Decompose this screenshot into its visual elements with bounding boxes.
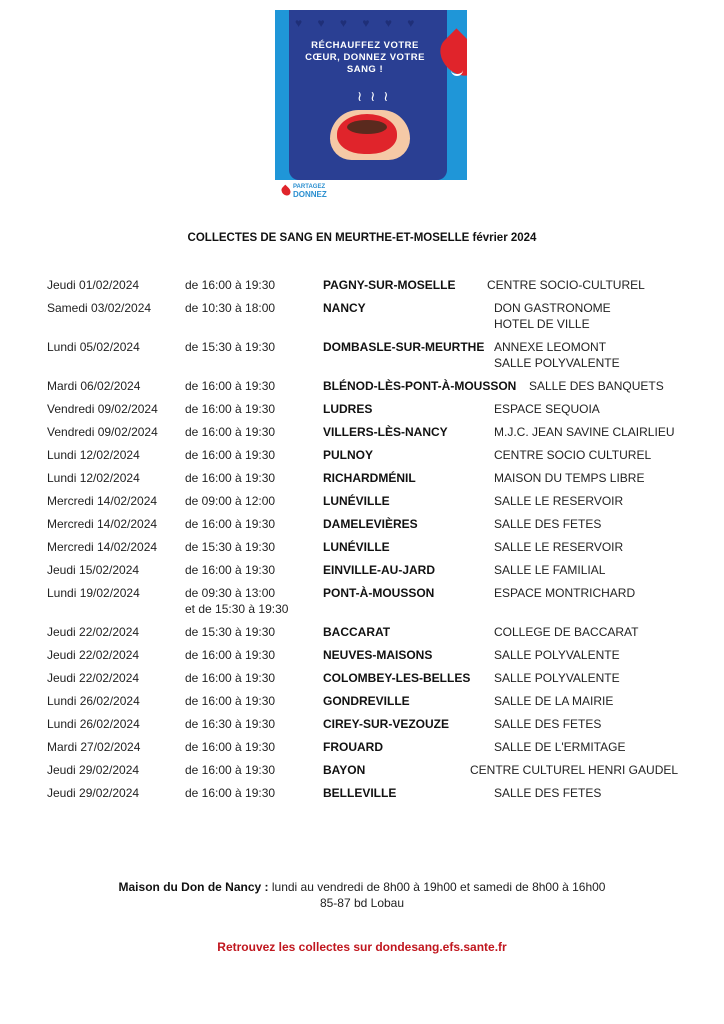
collecte-venue: SALLE DES BANQUETS: [529, 379, 664, 393]
collecte-venue: M.J.C. JEAN SAVINE CLAIRLIEU: [494, 425, 675, 439]
collecte-time: de 15:30 à 19:30: [185, 340, 276, 354]
collecte-date: Jeudi 15/02/2024: [47, 563, 140, 577]
collecte-time: de 16:00 à 19:30: [185, 471, 276, 485]
collecte-date: Jeudi 22/02/2024: [47, 625, 140, 639]
collecte-date: Lundi 19/02/2024: [47, 586, 140, 600]
collecte-date: Mardi 06/02/2024: [47, 379, 141, 393]
collecte-venue: MAISON DU TEMPS LIBRE: [494, 471, 645, 485]
collecte-time: de 16:00 à 19:30: [185, 671, 276, 685]
logo-line2: DONNEZ: [293, 190, 327, 199]
collecte-venue: SALLE LE RESERVOIR: [494, 540, 624, 554]
collecte-city: NANCY: [323, 301, 366, 315]
page-title: COLLECTES DE SANG EN MEURTHE-ET-MOSELLE février 2024: [187, 232, 537, 244]
collecte-venue: CENTRE CULTUREL HENRI GAUDEL: [470, 763, 679, 777]
collecte-city: PONT-À-MOUSSON: [323, 586, 435, 600]
collecte-city: LUDRES: [323, 402, 373, 416]
collecte-city: COLOMBEY-LES-BELLES: [323, 671, 471, 685]
maison-du-don-info: [0, 879, 724, 911]
collecte-time: de 16:00 à 19:30: [185, 740, 276, 754]
collecte-city: VILLERS-LÈS-NANCY: [323, 425, 448, 439]
collecte-venue-second: SALLE POLYVALENTE: [494, 356, 620, 370]
maison-label: Maison du Don de Nancy :: [118, 880, 269, 894]
collecte-time: de 16:00 à 19:30: [185, 402, 276, 416]
collecte-venue: COLLEGE DE BACCARAT: [494, 625, 639, 639]
collecte-city: RICHARDMÉNIL: [323, 471, 416, 485]
collecte-city: LUNÉVILLE: [323, 540, 390, 554]
collecte-city: NEUVES-MAISONS: [323, 648, 433, 662]
collecte-venue: CENTRE SOCIO CULTUREL: [494, 448, 652, 462]
collecte-date: Lundi 12/02/2024: [47, 471, 140, 485]
collecte-venue: SALLE DES FETES: [494, 786, 602, 800]
website-link[interactable]: Retrouvez les collectes sur dondesang.efs.sante.fr: [217, 940, 507, 954]
collecte-venue: SALLE DES FETES: [494, 517, 602, 531]
collecte-time: de 16:00 à 19:30: [185, 517, 276, 531]
collecte-city: LUNÉVILLE: [323, 494, 390, 508]
collecte-venue: ESPACE SEQUOIA: [494, 402, 600, 416]
collecte-city: CIREY-SUR-VEZOUZE: [323, 717, 450, 731]
coffee-icon: [347, 120, 387, 134]
collecte-date: Mercredi 14/02/2024: [47, 517, 158, 531]
collecte-venue: ESPACE MONTRICHARD: [494, 586, 636, 600]
collecte-date: Lundi 26/02/2024: [47, 694, 140, 708]
maison-address: 85-87 bd Lobau: [319, 896, 405, 910]
collecte-date: Samedi 03/02/2024: [47, 301, 152, 315]
collecte-time: de 16:00 à 19:30: [185, 448, 276, 462]
collecte-time-second: et de 15:30 à 19:30: [185, 602, 289, 616]
collecte-venue-second: HOTEL DE VILLE: [494, 317, 590, 331]
collecte-city: BLÉNOD-LÈS-PONT-À-MOUSSON: [323, 379, 517, 393]
collecte-date: Jeudi 01/02/2024: [47, 278, 140, 292]
collecte-time: de 16:00 à 19:30: [185, 694, 276, 708]
collecte-venue: SALLE POLYVALENTE: [494, 671, 620, 685]
collecte-venue: SALLE POLYVALENTE: [494, 648, 620, 662]
collecte-date: Vendredi 09/02/2024: [47, 425, 158, 439]
collecte-time: de 15:30 à 19:30: [185, 625, 276, 639]
collecte-time: de 09:30 à 13:00: [185, 586, 276, 600]
collecte-date: Mardi 27/02/2024: [47, 740, 141, 754]
collecte-date: Vendredi 09/02/2024: [47, 402, 158, 416]
collecte-date: Mercredi 14/02/2024: [47, 494, 158, 508]
collecte-date: Lundi 05/02/2024: [47, 340, 140, 354]
collecte-city: PAGNY-SUR-MOSELLE: [323, 278, 456, 292]
collecte-venue: SALLE DES FETES: [494, 717, 602, 731]
collecte-date: Lundi 26/02/2024: [47, 717, 140, 731]
collecte-time: de 16:30 à 19:30: [185, 717, 276, 731]
collecte-venue: SALLE DE LA MAIRIE: [494, 694, 614, 708]
collecte-city: PULNOY: [323, 448, 374, 462]
collecte-time: de 16:00 à 19:30: [185, 648, 276, 662]
collecte-time: de 15:30 à 19:30: [185, 540, 276, 554]
collecte-city: BAYON: [323, 763, 366, 777]
collecte-time: de 16:00 à 19:30: [185, 379, 276, 393]
collecte-date: Jeudi 29/02/2024: [47, 763, 140, 777]
hearts-pattern-icon: ♥ ♥ ♥ ♥ ♥ ♥: [295, 16, 421, 30]
collecte-city: BACCARAT: [323, 625, 391, 639]
collecte-city: DOMBASLE-SUR-MEURTHE: [323, 340, 485, 354]
collecte-time: de 09:00 à 12:00: [185, 494, 276, 508]
collecte-venue: ANNEXE LEOMONT: [494, 340, 607, 354]
collecte-date: Jeudi 22/02/2024: [47, 648, 140, 662]
collecte-date: Lundi 12/02/2024: [47, 448, 140, 462]
collecte-date: Jeudi 22/02/2024: [47, 671, 140, 685]
collecte-time: de 16:00 à 19:30: [185, 425, 276, 439]
maison-hours: lundi au vendredi de 8h00 à 19h00 et samedi de 8h00 à 16h00: [268, 880, 606, 894]
collecte-venue: SALLE DE L'ERMITAGE: [494, 740, 626, 754]
collecte-date: Mercredi 14/02/2024: [47, 540, 158, 554]
collecte-time: de 16:00 à 19:30: [185, 278, 276, 292]
collecte-city: GONDREVILLE: [323, 694, 410, 708]
collecte-time: de 16:00 à 19:30: [185, 563, 276, 577]
collecte-venue: CENTRE SOCIO-CULTUREL: [487, 278, 645, 292]
logo-drop-icon: [280, 185, 293, 198]
partagez-donnez-logo: [282, 184, 327, 198]
collecte-venue: SALLE LE FAMILIAL: [494, 563, 606, 577]
collecte-venue: DON GASTRONOME: [494, 301, 611, 315]
logo-line1: PARTAGEZ: [293, 184, 326, 190]
collecte-city: DAMELEVIÈRES: [323, 517, 418, 531]
campaign-poster: [275, 10, 467, 180]
collecte-city: BELLEVILLE: [323, 786, 397, 800]
collecte-city: EINVILLE-AU-JARD: [323, 563, 436, 577]
collecte-city: FROUARD: [323, 740, 383, 754]
poster-headline: RÉCHAUFFEZ VOTRE CŒUR, DONNEZ VOTRE SANG !: [305, 40, 425, 75]
collecte-date: Jeudi 29/02/2024: [47, 786, 140, 800]
collecte-venue: SALLE LE RESERVOIR: [494, 494, 624, 508]
steam-icon: ≀ ≀ ≀: [357, 88, 391, 104]
collecte-time: de 10:30 à 18:00: [185, 301, 276, 315]
collecte-time: de 16:00 à 19:30: [185, 763, 276, 777]
collecte-time: de 16:00 à 19:30: [185, 786, 276, 800]
